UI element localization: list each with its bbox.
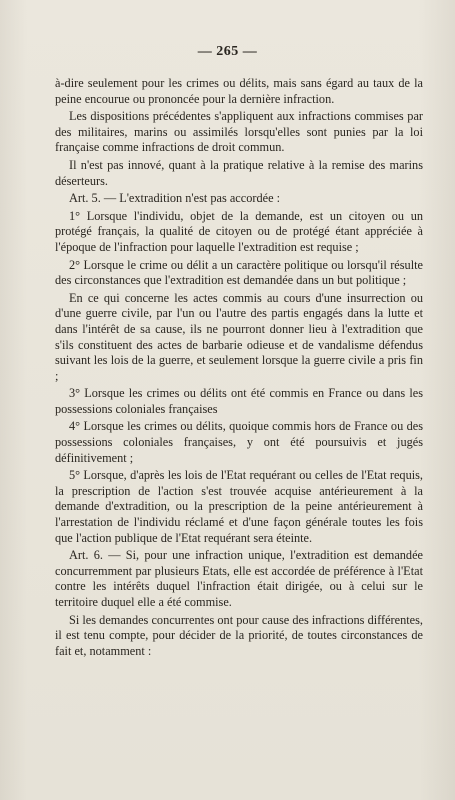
paragraph-concurrent-requests: Si les demandes concurrentes ont pour cause des infractions différentes, il est tenu compte, pour décider de la priorité, de toutes circonstances de fait et, notamment : [55, 612, 423, 658]
article-5-item-4: 4° Lorsque les crimes ou délits, quoique commis hors de France ou des possessions coloniales françaises, y ont été poursuivis et jugés définitivement ; [55, 419, 423, 465]
body-text [55, 76, 423, 661]
article-5-item-5: 5° Lorsque, d'après les lois de l'Etat requérant ou celles de l'Etat requis, la prescription de l'action s'est trouvée acquise antérieurement à la demande d'extradition, ou la prescription de la peine antérieurement à l'arrestation de l'individu réclamé et d'une façon générale toutes les fois que l'action publique de l'Etat requérant sera éteinte. [55, 468, 423, 545]
paragraph-military-offences: Les dispositions précédentes s'appliquent aux infractions commises par des militaires, marins ou assimilés lorsqu'elles sont punies par la loi française comme infractions de droit commun. [55, 109, 423, 155]
article-5-heading: Art. 5. — L'extradition n'est pas accordée : [69, 191, 281, 206]
article-6: Art. 6. — Si, pour une infraction unique, l'extradition est demandée concurremment par plusieurs Etats, elle est accordée de préférence à l'Etat contre les intérêts duquel l'infraction était dirigée, ou à celui sur le territoire duquel elle a été commise. [55, 548, 423, 609]
paragraph-continuation: à-dire seulement pour les crimes ou délits, mais sans égard au taux de la peine encourue ou prononcée pour la dernière infraction. [55, 76, 423, 106]
page-number: — 265 — [197, 44, 258, 59]
article-5-item-1: 1° Lorsque l'individu, objet de la demande, est un citoyen ou un protégé français, la qualité de citoyen ou de protégé étant appréciée à l'époque de l'infraction pour laquelle l'extradition est requise ; [55, 208, 423, 254]
paragraph-insurrection: En ce qui concerne les actes commis au cours d'une insurrection ou d'une guerre civile, par l'un ou l'autre des partis engagés dans la lutte et dans l'intérêt de sa cause, ils ne pourront donner lieu à l'extradition que s'ils constituent des actes de barbarie odieuse et de vandalisme défendus suivant les lois de la guerre, et seulement lorsque la guerre civile a pris fin ; [55, 290, 423, 383]
article-5-item-3: 3° Lorsque les crimes ou délits ont été commis en France ou dans les possessions coloniales françaises [55, 386, 423, 416]
paragraph-deserters: Il n'est pas innové, quant à la pratique relative à la remise des marins déserteurs. [55, 157, 423, 188]
article-5-item-2: 2° Lorsque le crime ou délit a un caractère politique ou lorsqu'il résulte des circonstances que l'extradition est demandée dans un but politique ; [55, 257, 423, 288]
